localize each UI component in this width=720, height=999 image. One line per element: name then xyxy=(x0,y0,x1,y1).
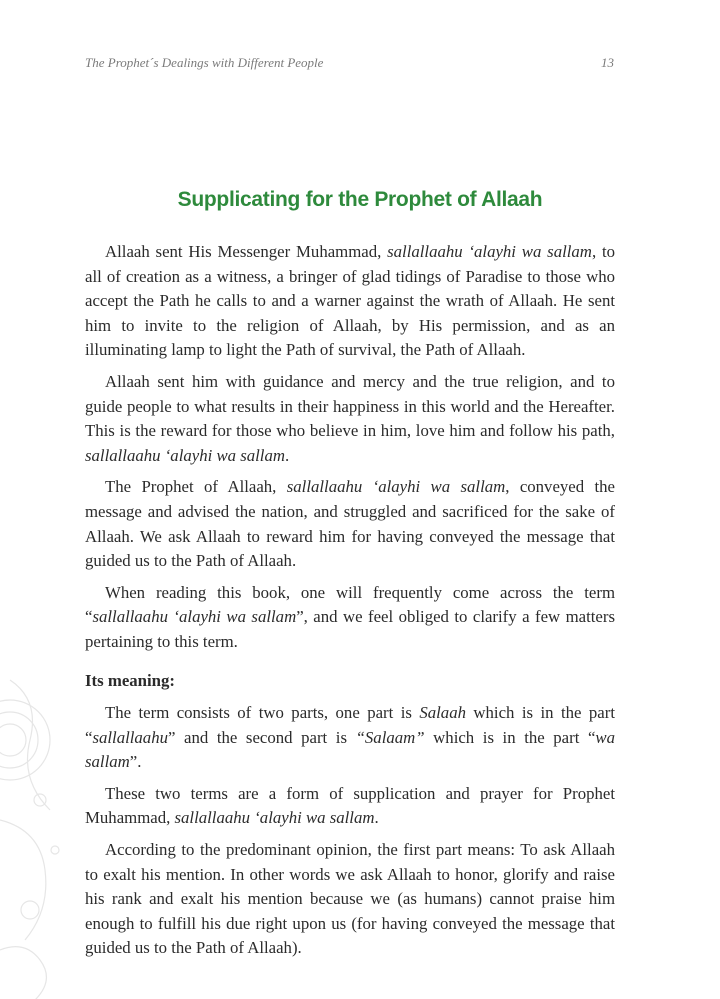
running-header xyxy=(85,55,614,71)
section-heading: Its meaning: xyxy=(85,670,175,690)
paragraph: Allaah sent His Messenger Muhammad, sallallaahu ‘alayhi wa sallam, to all of creation as a witness, a bringer of glad tidings of Paradise to those who accept the Path he calls to and a warner against the wrath of Allaah. He sent him to invite to the religion of Allaah, by His permission, and as an illuminating lamp to light the Path of survival, the Path of Allaah. xyxy=(85,242,615,360)
chapter-title: Supplicating for the Prophet of Allaah xyxy=(177,188,543,211)
paragraph: The Prophet of Allaah, sallallaahu ‘alayhi wa sallam, conveyed the message and advised the nation, and struggled and sacrificed for the sake of Allaah. We ask Allaah to reward him for having conveyed the message that guided us to the Path of Allaah. xyxy=(85,477,615,571)
paragraph: The term consists of two parts, one part is Salaah which is in the part “sallallaahu” and the second part is “Salaam” which is in the part “wa sallam”. xyxy=(85,703,616,772)
page-number: 13 xyxy=(601,55,614,70)
floral-ornament-icon xyxy=(0,620,90,999)
paragraph: Allaah sent him with guidance and mercy and the true religion, and to guide people to what results in their happiness in this world and the Hereafter. This is the reward for those who believe in him, love him and follow his path, sallallaahu ‘alayhi wa sallam. xyxy=(85,371,615,465)
paragraph: According to the predominant opinion, the first part means: To ask Allaah to exalt his mention. In other words we ask Allaah to honor, glorify and raise his rank and exalt his mention because we (as humans) cannot praise him enough to fulfill his due right upon us (for having conveyed the message that guided us to the Path of Allaah). xyxy=(85,840,615,958)
running-title: The Prophet´s Dealings with Different People xyxy=(85,55,324,70)
body-text xyxy=(85,240,615,968)
paragraph: These two terms are a form of supplication and prayer for Prophet Muhammad, sallallaahu ‘alayhi wa sallam. xyxy=(85,783,615,828)
paragraph: When reading this book, one will frequently come across the term “sallallaahu ‘alayhi wa sallam”, and we feel obliged to clarify a few matters pertaining to this term. xyxy=(85,582,615,651)
